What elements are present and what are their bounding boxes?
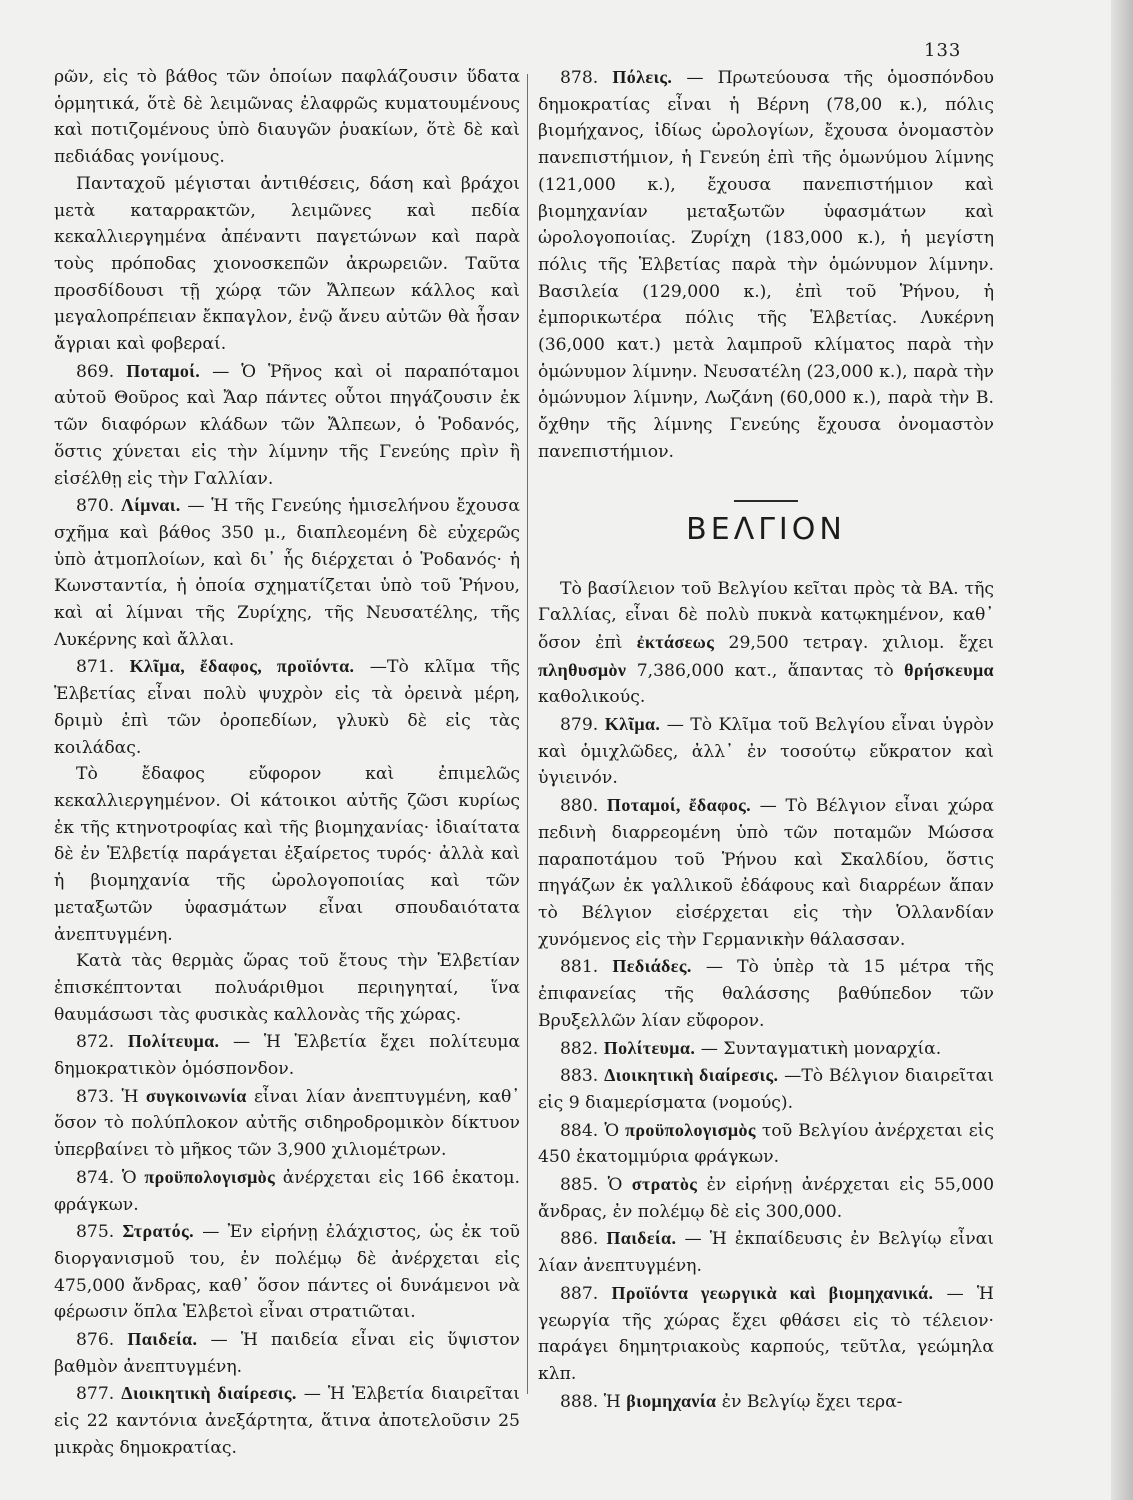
- paragraph-article: Ἡ: [603, 1391, 621, 1412]
- paragraph-text: ἐν Βελγίῳ ἔχει τερα-: [721, 1391, 903, 1412]
- paragraph-keyword: Πολίτευμα.: [603, 1037, 696, 1058]
- paragraph-article: Ὁ: [604, 1120, 620, 1141]
- paragraph-text: — Συνταγματικὴ μοναρχία.: [700, 1038, 942, 1059]
- section-rule: [734, 500, 798, 502]
- paragraph-number: 887.: [560, 1283, 599, 1304]
- paragraph-article: Ὁ: [607, 1175, 623, 1196]
- page-number: 133: [924, 40, 962, 61]
- paragraph-text: — Ἡ παιδεία εἶναι εἰς ὕψιστον βαθμὸν ἀνεπτυγμένη.: [54, 1330, 520, 1377]
- paragraph-number: 882.: [560, 1038, 599, 1059]
- paragraph-text: Πανταχοῦ μέγισται ἀντιθέσεις, δάση καὶ βράχοι μετὰ καταρρακτῶν, λειμῶνες καὶ πεδία κεκαλλιεργημένα ἀπέναντι παγετώνων καὶ παρὰ τοὺς πρόποδας χιονοσκεπῶν ἀκρωρειῶν. Ταῦτα προσδίδουσι τῇ χώρᾳ τῶν Ἄλπεων κάλλος καὶ μεγαλοπρέπειαν ἔκπαγλον, ἐνῷ ἄνευ αὐτῶν θὰ ἦσαν ἄγριαι καὶ φοβεραί.: [54, 173, 520, 355]
- paragraph: [54, 948, 520, 1028]
- paragraph-text: ρῶν, εἰς τὸ βάθος τῶν ὁποίων παφλάζουσιν ὕδατα ὁρμητικά, ὅτὲ δὲ λειμῶνας ἐλαφρῶς κυματουμένους καὶ ποτιζομένους ὑπὸ διαυγῶν ῥυακίων, ὅτὲ δὲ καὶ πεδιάδας γονίμους.: [54, 67, 520, 168]
- paragraph-872: [54, 1028, 520, 1082]
- paragraph-text: —Τὸ κλῖμα τῆς Ἑλβετίας εἶναι πολὺ ψυχρὸν εἰς τὰ ὀρεινὰ μέρη, δριμὺ ἐπὶ τῶν ὀροπεδίων, γλυκὺ δὲ εἰς τὰς κοιλάδας.: [54, 657, 521, 758]
- paragraph-text: ἐν εἰρήνῃ ἀνέρχεται εἰς 55,000 ἄνδρας, ἐν πολέμῳ δὲ εἰς 300,000.: [538, 1175, 995, 1222]
- paragraph-873: [54, 1083, 520, 1164]
- paragraph-text: — Ἡ ἐκπαίδευσις ἐν Βελγίῳ εἶναι λίαν ἀνεπτυγμένη.: [538, 1229, 994, 1277]
- paragraph-885: [538, 1171, 994, 1225]
- intro-paragraph: [538, 576, 994, 712]
- paragraph-keyword: Διοικητικὴ διαίρεσις.: [604, 1065, 779, 1086]
- paragraph-keyword: Κλῖμα.: [604, 714, 661, 735]
- paragraph-keyword: θρήσκευμα: [904, 659, 994, 680]
- paragraph-keyword: Παιδεία.: [606, 1228, 677, 1249]
- paragraph-877: [54, 1380, 520, 1461]
- paragraph-number: 870.: [76, 496, 115, 517]
- paragraph-881: [538, 953, 994, 1034]
- paragraph-keyword: Προϊόντα γεωργικὰ καὶ βιομηχανικά.: [611, 1282, 934, 1303]
- paragraph-871: [54, 653, 520, 761]
- paragraph-886: [538, 1225, 994, 1279]
- column-divider: [527, 74, 528, 1394]
- paragraph-number: 881.: [560, 957, 599, 978]
- paragraph-879: [538, 711, 994, 792]
- paragraph-number: 869.: [76, 361, 115, 382]
- paragraph-article: Ἡ: [121, 1086, 139, 1107]
- paragraph-text: 29,500 τετραγ. χιλιομ. ἔχει: [728, 632, 994, 653]
- paragraph-text: εἶναι λίαν ἀνεπτυγμένη, καθ᾽ ὅσον τὸ πολύπλοκον αὐτῆς σιδηροδρομικὸν δίκτυον ὑπερβαίνει τὸ μῆκος τῶν 3,900 χιλιομέτρων.: [54, 1086, 520, 1161]
- paragraph-keyword: προϋπολογισμὸς: [144, 1166, 276, 1187]
- paragraph-number: 876.: [76, 1330, 115, 1351]
- paragraph-number: 872.: [76, 1032, 115, 1053]
- paragraph-text: — Ἡ τῆς Γενεύης ἡμισελήνου ἔχουσα σχῆμα καὶ βάθος 350 μ., διαπλεομένη δὲ εὐχερῶς ὑπὸ ἀτμοπλοίων, καὶ δι᾽ ἧς διέρχεται ὁ Ῥοδανός· ἡ Κωνσταντία, ἡ ὁποία σχηματίζεται ὑπὸ τοῦ Ῥήνου, καὶ αἱ λίμναι τῆς Ζυρίχης, τῆς Νευσατέλης, τῆς Λυκέρνης καὶ ἄλλαι.: [54, 496, 520, 650]
- paragraph-text: — Ἡ γεωργία τῆς χώρας ἔχει φθάσει εἰς τὸ τέλειον· παράγει δημητριακοὺς καρπούς, τεῦτλα, γεώμηλα κλπ.: [538, 1283, 994, 1384]
- page-edge-shadow: [1111, 0, 1133, 1500]
- paragraph-number: 885.: [560, 1175, 599, 1196]
- paragraph-article: Ὁ: [121, 1167, 137, 1188]
- paragraph-keyword: Ποταμοί.: [126, 360, 201, 381]
- paragraph-870: [54, 492, 520, 653]
- paragraph-text: ἀνέρχεται εἰς 166 ἑκατομ. φράγκων.: [54, 1167, 520, 1215]
- paragraph-876: [54, 1326, 520, 1380]
- paragraph-882: [538, 1035, 994, 1063]
- paragraph-number: 871.: [76, 657, 115, 678]
- paragraph-keyword: πληθυσμὸν: [538, 659, 627, 680]
- paragraph-number: 888.: [560, 1391, 599, 1412]
- paragraph-875: [54, 1218, 520, 1326]
- paragraph-text: — Ὁ Ῥῆνος καὶ οἱ παραπόταμοι αὐτοῦ Θοῦρος καὶ Ἄαρ πάντες οὗτοι πηγάζουσιν ἐκ τῶν διαφόρων κλάδων τῶν Ἄλπεων, ὁ Ῥοδανός, ὅστις χύνεται εἰς τὴν λίμνην τῆς Γενεύης πρὶν ἢ εἰσέλθῃ εἰς τὴν Γαλλίαν.: [54, 361, 521, 489]
- paragraph-keyword: ἐκτάσεως: [636, 631, 715, 652]
- paragraph-keyword: Πεδιάδες.: [612, 956, 692, 977]
- paragraph-text: — Τὸ Βέλγιον εἶναι χώρα πεδινὴ διαρρεομένη ὑπὸ τῶν ποταμῶν Μώσσα παραποτάμου τοῦ Ῥήνου καὶ Σκαλδίου, ὅστις πηγάζων ἐκ γαλλικοῦ ἐδάφους καὶ διαρρέων ἅπαν τὸ Βέλγιον εἰσέρχεται εἰς τὴν Ὁλλανδίαν χυνόμενος εἰς τὴν Γερμανικὴν θάλασσαν.: [538, 796, 995, 950]
- paragraph-880: [538, 792, 994, 953]
- paragraph-878: [538, 64, 994, 466]
- paragraph-keyword: βιομηχανία: [626, 1390, 717, 1411]
- paragraph-number: 883.: [560, 1066, 599, 1087]
- paragraph-keyword: Πόλεις.: [612, 67, 673, 87]
- paragraph-text: Τὸ βασίλειον τοῦ Βελγίου κεῖται πρὸς τὰ ΒΑ. τῆς Γαλλίας, εἶναι δὲ πολὺ πυκνὰ κατῳκημένον, καθ᾽ ὅσον ἐπὶ: [538, 578, 994, 653]
- paragraph-number: 874.: [76, 1167, 115, 1188]
- paragraph-keyword: Πολίτευμα.: [127, 1031, 220, 1052]
- paragraph-text: — Πρωτεύουσα τῆς ὁμοσπόνδου δημοκρατίας εἶναι ἡ Βέρνη (78,00 κ.), πόλις βιομήχανος, ἰδίως ὡρολογίων, ἔχουσα ὀνομαστὸν πανεπιστήμιον, ἡ Γενεύη ἐπὶ τῆς ὁμωνύμου λίμνης (121,000 κ.), ἔχουσα πανεπιστήμιον καὶ βιομηχανίαν μεταξωτῶν ὑφασμάτων καὶ ὡρολογοποιίας. Ζυρίχη (183,000 κ.), ἡ μεγίστη πόλις τῆς Ἑλβετίας παρὰ τὴν ὁμώνυμον λίμνην. Βασιλεία (129,000 κ.), ἐπὶ τοῦ Ῥήνου, ἡ ἐμπορικωτέρα πόλις τῆς Ἑλβετίας. Λυκέρνη (36,000 κατ.) μετὰ λαμπροῦ κλίματος παρὰ τὴν ὁμώνυμον λίμνην. Νευσατέλη (23,000 κ.), παρὰ τὴν ὁμώνυμον λίμνην, Λωζάνη (60,000 κ.), παρὰ τὴν Β. ὄχθην τῆς λίμνης Γενεύης ἔχουσα ὀνομαστὸν πανεπιστήμιον.: [538, 68, 994, 462]
- paragraph: [54, 64, 520, 171]
- paragraph-number: 875.: [76, 1222, 115, 1243]
- paragraph-text: τοῦ Βελγίου ἀνέρχεται εἰς 450 ἑκατομμύρια φράγκων.: [538, 1120, 995, 1168]
- paragraph-number: 884.: [560, 1120, 599, 1141]
- paragraph-keyword: προϋπολογισμὸς: [625, 1119, 756, 1140]
- paragraph-883: [538, 1062, 994, 1116]
- left-column: [54, 64, 520, 1462]
- paragraph-888: [538, 1388, 994, 1416]
- paragraph-text: — Τὸ ὑπὲρ τὰ 15 μέτρα τῆς ἐπιφανείας τῆς θαλάσσης βαθύπεδον τῶν Βρυξελλῶν λίαν εὔφορον.: [538, 957, 995, 1031]
- paragraph-keyword: στρατὸς: [631, 1174, 698, 1195]
- paragraph: [54, 761, 520, 948]
- paragraph-keyword: Λίμναι.: [120, 495, 181, 516]
- paragraph-text: — Ἡ Ἑλβετία ἔχει πολίτευμα δημοκρατικὸν ὁμόσπονδον.: [54, 1032, 520, 1080]
- paragraph-number: 880.: [560, 796, 599, 817]
- paragraph-874: [54, 1164, 520, 1218]
- paragraph-number: 878.: [560, 68, 599, 88]
- paragraph-number: 873.: [76, 1086, 115, 1107]
- paragraph-text: — Ἐν εἰρήνῃ ἐλάχιστος, ὡς ἐκ τοῦ διοργανισμοῦ του, ἐν πολέμῳ δὲ ἀνέρχεται εἰς 475,000 ἄνδρας, καθ᾽ ὅσον πάντες οἱ δυνάμενοι νὰ φέρωσιν ὅπλα Ἑλβετοὶ εἶναι στρατιῶται.: [54, 1222, 521, 1323]
- paragraph-keyword: Διοικητικὴ διαίρεσις.: [121, 1383, 297, 1404]
- paragraph-keyword: Ποταμοί, ἔδαφος.: [606, 795, 752, 816]
- paragraph-text: καθολικούς.: [538, 687, 646, 708]
- right-column: [538, 64, 994, 1415]
- paragraph-number: 886.: [560, 1229, 599, 1250]
- paragraph-884: [538, 1117, 994, 1171]
- paragraph-number: 879.: [560, 715, 599, 736]
- paragraph-text: — Τὸ Κλῖμα τοῦ Βελγίου εἶναι ὑγρὸν καὶ ὁμιχλῶδες, ἀλλ᾽ ἐν τοσούτῳ εὔκρατον καὶ ὑγιεινόν.: [538, 715, 995, 789]
- paragraph-keyword: Κλῖμα, ἔδαφος, προϊόντα.: [129, 656, 355, 677]
- section-title: ΒΕΛΓΙΟΝ: [686, 511, 846, 547]
- paragraph-887: [538, 1280, 994, 1388]
- paragraph-869: [54, 358, 520, 493]
- paragraph: [54, 171, 520, 358]
- paragraph-text: Κατὰ τὰς θερμὰς ὥρας τοῦ ἔτους τὴν Ἑλβετίαν ἐπισκέπτονται πολυάριθμοι περιηγηταί, ἵνα θαυμάσωσι τὰς φυσικὰς καλλονὰς τῆς χώρας.: [54, 951, 520, 1025]
- paragraph-text: — Ἡ Ἑλβετία διαιρεῖται εἰς 22 καντόνια ἀνεξάρτητα, ἅτινα ἀποτελοῦσιν 25 μικρὰς δημοκρατίας.: [54, 1384, 521, 1458]
- paragraph-keyword: Παιδεία.: [127, 1329, 198, 1350]
- paragraph-text: Τὸ ἔδαφος εὔφορον καὶ ἐπιμελῶς κεκαλλιεργημένον. Οἱ κάτοικοι αὐτῆς ζῶσι κυρίως ἐκ τῆς κτηνοτροφίας καὶ τῆς βιομηχανίας· ἰδιαίτατα δὲ ἐν Ἑλβετίᾳ παράγεται ἐξαίρετος τυρός· ἀλλὰ καὶ ἡ βιομηχανία τῆς ὡρολογοποιίας καὶ τῶν μεταξωτῶν ὑφασμάτων εἶναι σπουδαιότατα ἀνεπτυγμένη.: [54, 764, 520, 945]
- paragraph-keyword: συγκοινωνία: [145, 1085, 247, 1106]
- paragraph-text: 7,386,000 κατ., ἅπαντας τὸ: [636, 660, 894, 681]
- paragraph-text: —Τὸ Βέλγιον διαιρεῖται εἰς 9 διαμερίσματα (νομούς).: [538, 1066, 994, 1113]
- paragraph-number: 877.: [76, 1384, 115, 1405]
- paragraph-keyword: Στρατός.: [122, 1221, 194, 1242]
